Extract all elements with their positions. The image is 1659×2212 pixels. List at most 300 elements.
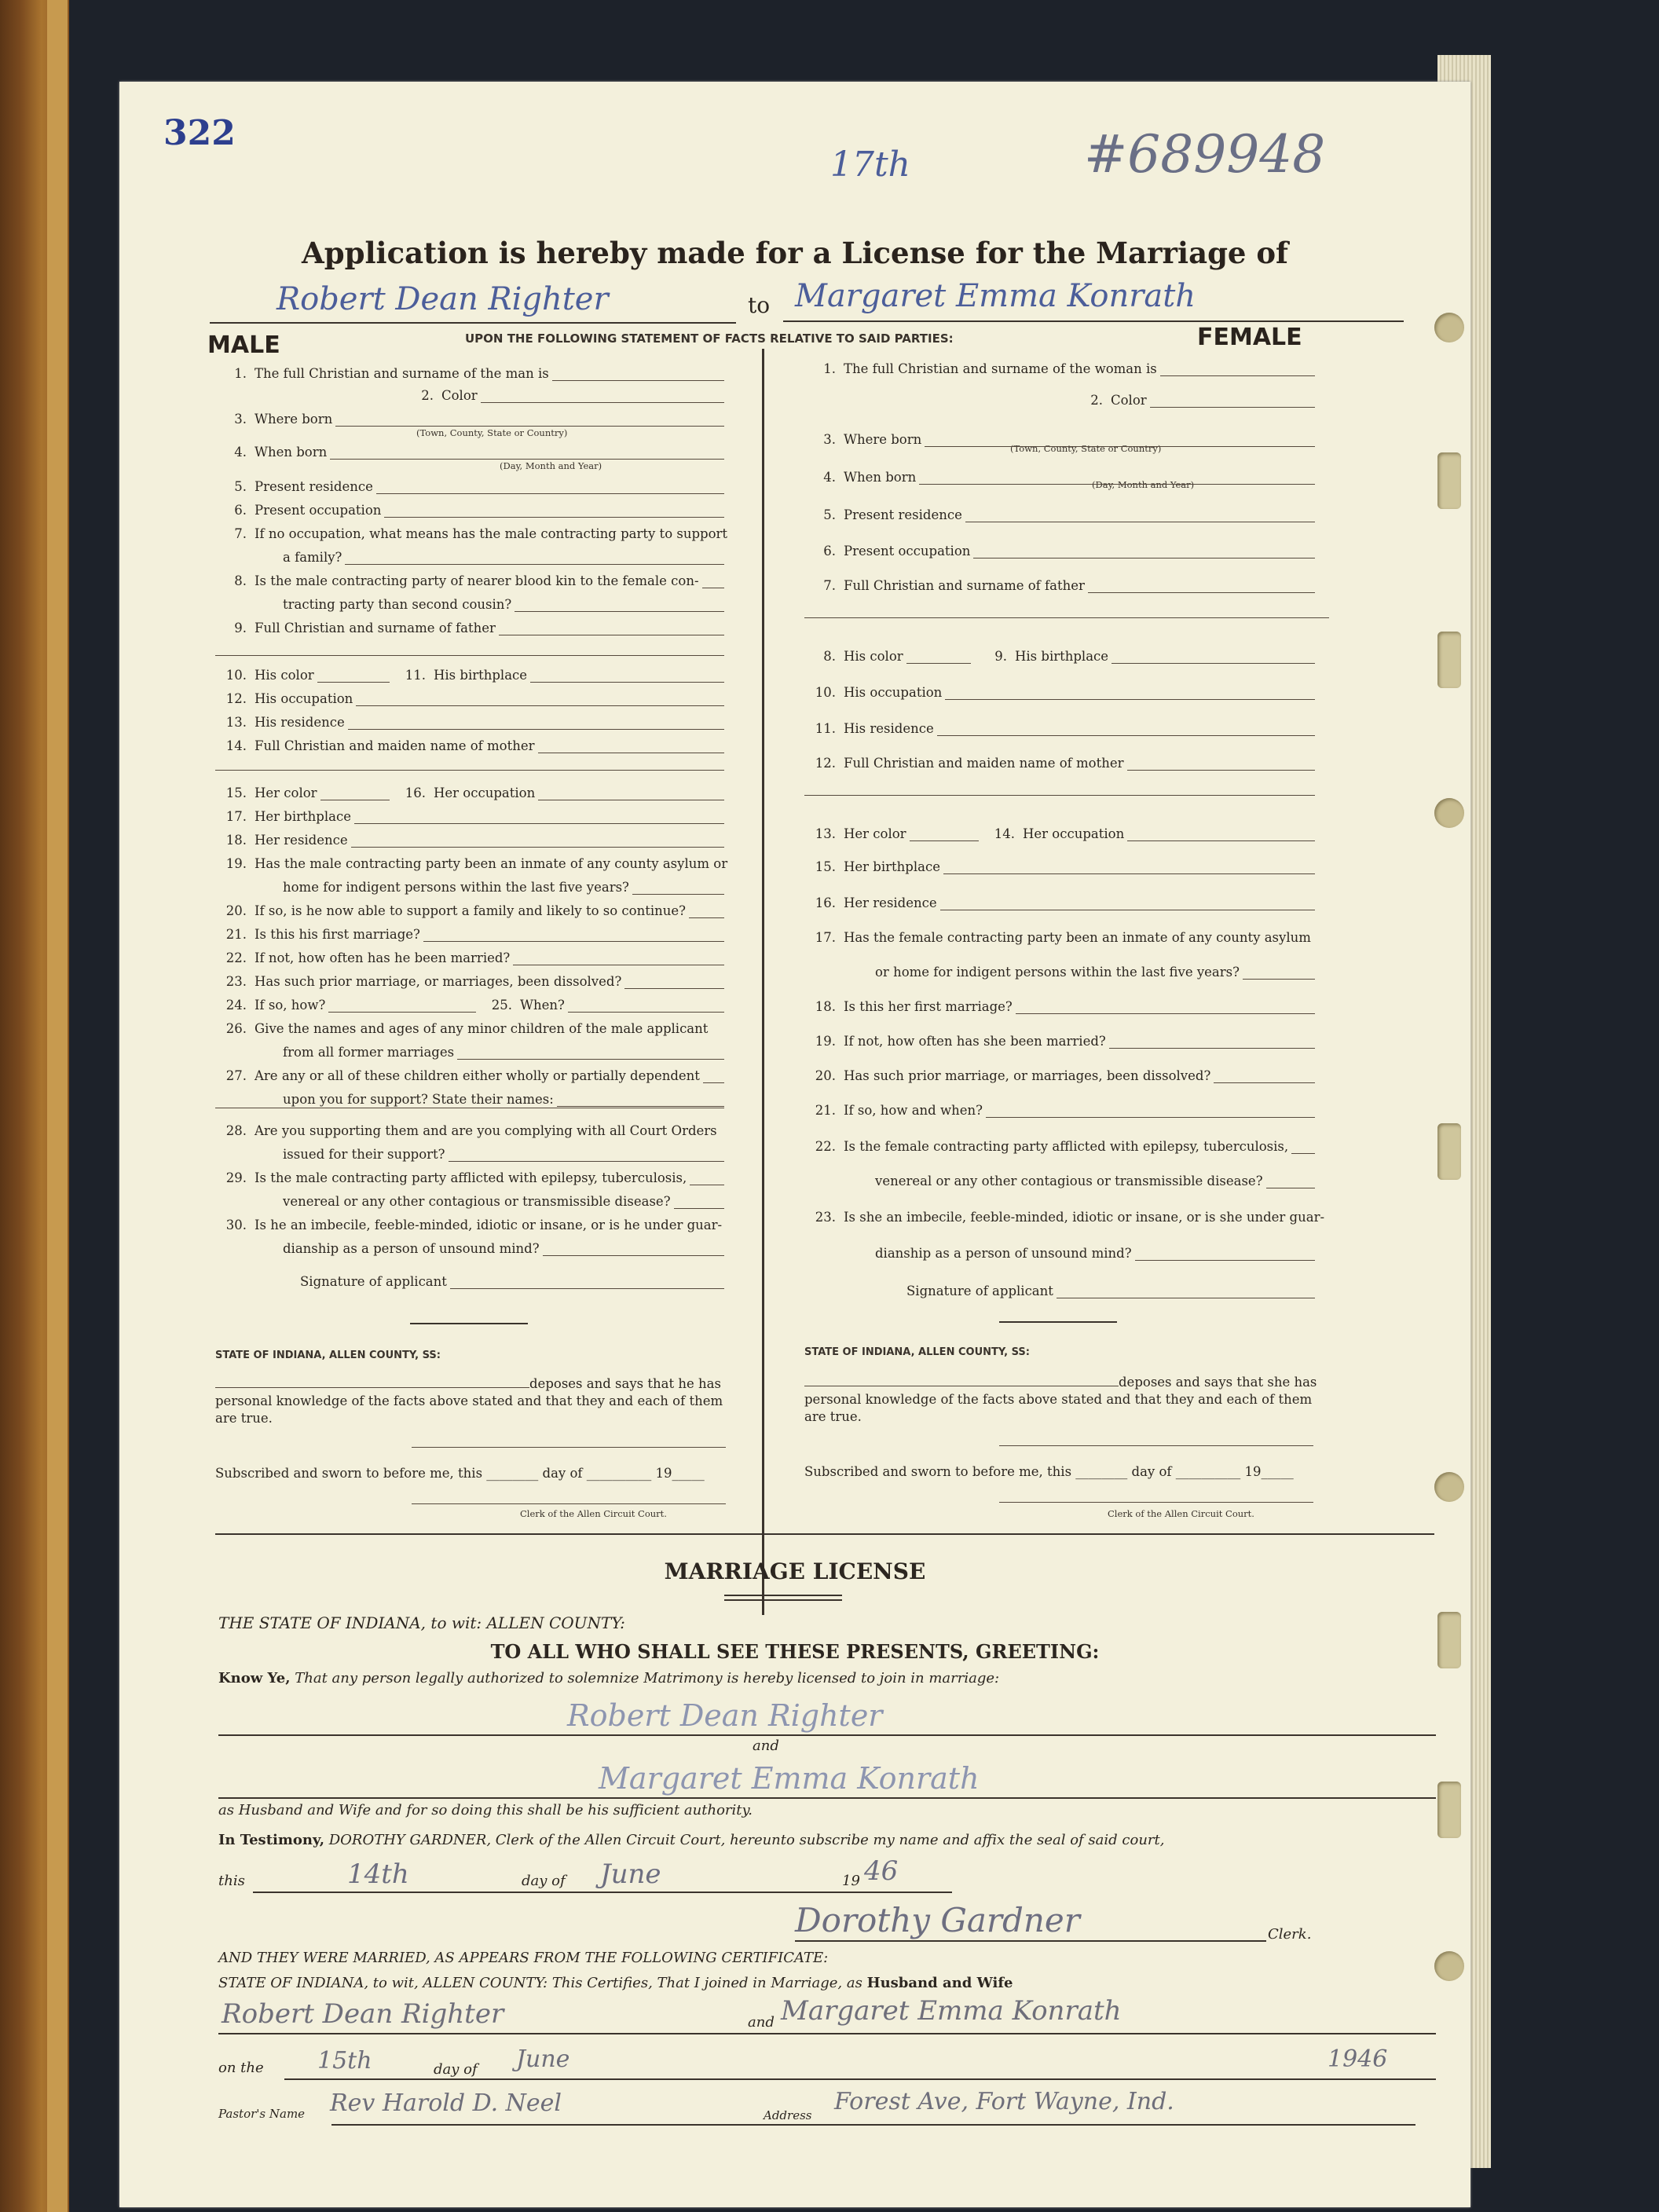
male-field-12 (215, 668, 314, 683)
license-testimony: In Testimony, DOROTHY GARDNER, Clerk of the Allen Circuit Court, hereunto subscribe my name and affix the seal of said court, (218, 1832, 1165, 1848)
female-answer-line (1111, 663, 1315, 664)
male-field-number: 1. (234, 366, 247, 381)
female-field-27 (867, 1284, 1053, 1298)
male-field-label: Full Christian and maiden name of mother (255, 738, 535, 753)
male-answer-line (457, 1059, 724, 1060)
male-field-35 (215, 1170, 687, 1185)
female-field-number: 11. (815, 721, 836, 736)
female-field-number: 10. (815, 685, 836, 700)
binder-slot (1437, 452, 1461, 509)
female-field-2 (1071, 393, 1147, 408)
male-field-18 (394, 786, 535, 800)
male-field-label: Present occupation (255, 503, 382, 518)
female-field-number: 20. (815, 1068, 836, 1083)
female-answer-line (925, 446, 1315, 447)
license-day-of: day of (522, 1873, 566, 1889)
male-field-24 (215, 927, 420, 942)
male-field-label: If no occupation, what means has the male contracting party to support (255, 526, 728, 541)
binder-hole (1434, 313, 1464, 342)
binder-slot (1437, 1782, 1461, 1838)
male-field-label: Is he an imbecile, feeble-minded, idiotic or insane, or is he under guar- (255, 1218, 723, 1232)
female-field-number: 8. (823, 649, 836, 664)
male-field-14 (215, 691, 353, 706)
male-field-number: 25. (491, 998, 512, 1013)
female-field-label: Present occupation (844, 544, 971, 558)
binder-slot (1437, 1123, 1461, 1180)
female-field-4 (804, 470, 916, 485)
female-field-number: 23. (815, 1210, 836, 1225)
female-answer-line (1160, 375, 1315, 376)
record-number: #689948 (1084, 124, 1326, 185)
male-field-label: dianship as a person of unsound mind? (283, 1241, 540, 1256)
female-field-number: 1. (823, 361, 836, 376)
female-field-label: Her birthplace (844, 859, 940, 874)
male-field-30 (244, 1045, 454, 1060)
male-field-33 (215, 1123, 717, 1138)
license-bride: Margaret Emma Konrath (599, 1761, 980, 1796)
male-field-13 (394, 668, 527, 683)
male-field-number: 10. (225, 668, 247, 683)
female-field-17 (804, 930, 1311, 945)
column-divider (762, 349, 764, 1615)
female-field-label: Present residence (844, 507, 962, 522)
certificate-bride: Margaret Emma Konrath (781, 1995, 1122, 2027)
male-field-17 (215, 786, 317, 800)
female-answer-line (937, 735, 1315, 736)
male-field-number: 14. (225, 738, 247, 753)
male-field-number: 21. (225, 927, 247, 942)
male-answer-line (354, 823, 724, 824)
male-field-label: from all former marriages (283, 1045, 455, 1060)
female-field-label: Where born (844, 432, 922, 447)
male-answer-line (317, 682, 390, 683)
female-field-9 (976, 649, 1108, 664)
license-state-line: THE STATE OF INDIANA, to wit: ALLEN COUNTY: (218, 1613, 625, 1632)
male-field-8 (244, 550, 342, 565)
female-field-number: 21. (815, 1103, 836, 1118)
to-word: to (748, 292, 771, 318)
male-field-label: When born (255, 445, 328, 460)
certificate-year: 1946 (1328, 2045, 1388, 2073)
male-field-number: 20. (225, 903, 247, 918)
female-field-label: His residence (844, 721, 934, 736)
male-field-number: 16. (405, 786, 426, 800)
male-field-11 (215, 621, 496, 635)
male-field-number: 24. (225, 998, 247, 1013)
male-field-7 (215, 526, 727, 541)
female-field-10 (804, 685, 942, 700)
female-field-label: The full Christian and surname of the woman is (844, 361, 1157, 376)
male-field-label: Her residence (255, 833, 348, 848)
female-field-label: Full Christian and maiden name of mother (844, 756, 1124, 771)
male-blank-line (215, 655, 724, 656)
female-field-number: 16. (815, 895, 836, 910)
male-field-4 (215, 445, 327, 460)
certificate-groom: Robert Dean Righter (222, 1998, 504, 2030)
female-field-label: If so, how and when? (844, 1103, 983, 1118)
female-answer-line (1127, 770, 1316, 771)
license-month-value: June (600, 1859, 661, 1890)
female-answer-line (1214, 1082, 1315, 1083)
male-field-22 (244, 880, 629, 895)
male-field-number: 23. (225, 974, 247, 989)
male-clerk-caption: Clerk of the Allen Circuit Court. (520, 1508, 667, 1519)
female-field-20 (804, 1034, 1106, 1049)
male-field-label: Give the names and ages of any minor children of the male applicant (255, 1021, 709, 1036)
female-answer-line (919, 484, 1315, 485)
license-groom: Robert Dean Righter (567, 1698, 883, 1733)
female-field-label: Is she an imbecile, feeble-minded, idiotic or insane, or is she under guar- (844, 1210, 1325, 1225)
male-field-number: 17. (225, 809, 247, 824)
female-field-23 (804, 1139, 1288, 1154)
male-answer-line (552, 380, 724, 381)
female-field-label: Has such prior marriage, or marriages, been dissolved? (844, 1068, 1211, 1083)
female-field-number: 15. (815, 859, 836, 874)
male-answer-line (449, 1161, 724, 1162)
male-answer-line (348, 729, 724, 730)
license-this: this (218, 1873, 245, 1889)
male-field-31 (215, 1068, 700, 1083)
clerk-label: Clerk. (1268, 1926, 1312, 1943)
male-field-number: 27. (225, 1068, 247, 1083)
male-field-number: 22. (225, 950, 247, 965)
male-field-3 (215, 412, 332, 427)
male-field-label: Are you supporting them and are you complying with all Court Orders (255, 1123, 717, 1138)
male-field-32 (244, 1092, 554, 1107)
male-field-number: 28. (225, 1123, 247, 1138)
female-field-6 (804, 544, 970, 558)
license-and: and (753, 1738, 779, 1754)
male-field-25 (215, 950, 510, 965)
certificate-day: 15th (317, 2047, 372, 2075)
female-field-number: 5. (823, 507, 836, 522)
binder-slot (1437, 1612, 1461, 1668)
male-field-label: Is this his first marriage? (255, 927, 420, 942)
male-field-number: 12. (225, 691, 247, 706)
address-label: Address (764, 2108, 812, 2122)
male-field-label: If so, how? (255, 998, 326, 1013)
female-affidavit-true: are true. (804, 1409, 862, 1424)
address-value: Forest Ave, Fort Wayne, Ind. (834, 2088, 1174, 2115)
male-field-20 (215, 833, 348, 848)
male-blank-line (215, 770, 724, 771)
male-field-label: Present residence (255, 479, 373, 494)
male-answer-line (423, 941, 724, 942)
female-blank-line (804, 795, 1315, 796)
male-answer-line (530, 682, 724, 683)
male-field-number: 15. (225, 786, 247, 800)
male-field-number: 8. (234, 573, 247, 588)
male-answer-line (376, 493, 724, 494)
male-field-23 (215, 903, 686, 918)
female-affidavit-deposes: deposes and says that she has (1119, 1375, 1317, 1390)
male-field-label: Her color (255, 786, 317, 800)
male-field-number: 30. (225, 1218, 247, 1232)
male-field-number: 2. (421, 388, 434, 403)
certificate-and: and (748, 2014, 775, 2031)
male-field-number: 26. (225, 1021, 247, 1036)
male-field-label: If not, how often has he been married? (255, 950, 511, 965)
male-field-1 (215, 366, 549, 381)
female-answer-line (1291, 1153, 1315, 1154)
male-field-label: a family? (283, 550, 342, 565)
female-answer-line (986, 1117, 1315, 1118)
male-field-15 (215, 715, 345, 730)
male-field-label: Her birthplace (255, 809, 351, 824)
male-field-34 (244, 1147, 445, 1162)
female-field-label: Her residence (844, 895, 937, 910)
male-field-label: His residence (255, 715, 345, 730)
female-field-number: 22. (815, 1139, 836, 1154)
female-answer-line (1135, 1260, 1315, 1261)
certificate-month: June (516, 2045, 570, 2073)
male-born-place-subscript: (Town, County, State or Country) (416, 427, 568, 438)
male-affidavit-knowledge: personal knowledge of the facts above stated and that they and each of them (215, 1393, 723, 1408)
male-affidavit-deposes: deposes and says that he has (529, 1376, 721, 1391)
male-field-label: If so, is he now able to support a family and likely to so continue? (255, 903, 686, 918)
female-answer-line (1016, 1013, 1315, 1014)
female-answer-line (1088, 592, 1315, 593)
male-answer-line (674, 1208, 724, 1209)
female-field-label: His color (844, 649, 903, 664)
male-field-number: 3. (234, 412, 247, 427)
application-title: Application is hereby made for a License for the Marriage of (302, 236, 1288, 270)
male-answer-line (328, 1012, 476, 1013)
male-field-36 (244, 1194, 671, 1209)
female-born-place-subscript: (Town, County, State or Country) (1010, 443, 1162, 454)
male-answer-line (689, 917, 724, 918)
male-field-number: 7. (234, 526, 247, 541)
male-field-number: 9. (234, 621, 247, 635)
female-clerk-caption: Clerk of the Allen Circuit Court. (1108, 1508, 1254, 1519)
female-field-18 (836, 965, 1240, 980)
male-born-date-subscript: (Day, Month and Year) (500, 460, 602, 471)
binder-hole (1434, 1472, 1464, 1502)
female-label: FEMALE (1197, 324, 1302, 351)
female-blank-line (804, 617, 1329, 618)
male-field-6 (215, 503, 381, 518)
male-field-label: Is the male contracting party of nearer blood kin to the female con- (255, 573, 699, 588)
male-field-26 (215, 974, 621, 989)
female-field-13 (804, 826, 906, 841)
male-field-29 (215, 1021, 708, 1036)
male-answer-line (632, 894, 724, 895)
male-affidavit-true: are true. (215, 1411, 273, 1426)
male-field-label: Has the male contracting party been an inmate of any county asylum or (255, 856, 728, 871)
license-heading: MARRIAGE LICENSE (664, 1558, 926, 1584)
document-page (119, 82, 1470, 2207)
female-field-label: When born (844, 470, 917, 485)
female-answer-line (910, 840, 979, 841)
male-field-37 (215, 1218, 722, 1232)
male-label: MALE (207, 331, 280, 359)
male-answer-line (481, 402, 724, 403)
female-field-number: 2. (1090, 393, 1103, 408)
male-answer-line (543, 1255, 724, 1256)
female-field-19 (804, 999, 1013, 1014)
female-field-label: dianship as a person of unsound mind? (875, 1246, 1132, 1261)
male-field-label: Has such prior marriage, or marriages, been dissolved? (255, 974, 622, 989)
male-field-label: The full Christian and surname of the man is (255, 366, 549, 381)
female-field-12 (804, 756, 1124, 771)
male-field-number: 29. (225, 1170, 247, 1185)
male-field-number: 6. (234, 503, 247, 518)
binder-slot (1437, 632, 1461, 688)
female-field-21 (804, 1068, 1210, 1083)
male-sworn-line: Subscribed and sworn to before me, this ________ day of __________ 19_____ (215, 1466, 705, 1481)
statement-header: UPON THE FOLLOWING STATEMENT OF FACTS RELATIVE TO SAID PARTIES: (465, 331, 954, 346)
female-field-label: Her color (844, 826, 906, 841)
male-field-21 (215, 856, 727, 871)
female-field-7 (804, 578, 1085, 593)
female-answer-line (1150, 407, 1315, 408)
male-answer-line (450, 1288, 724, 1289)
female-answer-line (1243, 979, 1315, 980)
female-field-number: 17. (815, 930, 836, 945)
page-number: 322 (163, 113, 236, 153)
female-field-number: 19. (815, 1034, 836, 1049)
male-field-number: 19. (225, 856, 247, 871)
female-field-number: 9. (994, 649, 1007, 664)
female-field-number: 4. (823, 470, 836, 485)
male-answer-line (384, 517, 724, 518)
female-answer-line (1109, 1048, 1315, 1049)
male-answer-line (335, 426, 724, 427)
female-field-number: 7. (823, 578, 836, 593)
certificate-day-of: day of (434, 2061, 478, 2078)
male-answer-line (515, 611, 724, 612)
male-field-27 (215, 998, 325, 1013)
male-field-28 (481, 998, 565, 1013)
male-field-number: 5. (234, 479, 247, 494)
female-answer-line (943, 873, 1315, 874)
female-affidavit-state: STATE OF INDIANA, ALLEN COUNTY, SS: (804, 1346, 1030, 1358)
male-answer-line (351, 847, 724, 848)
groom-name: Robert Dean Righter (276, 281, 609, 317)
male-answer-line (624, 988, 724, 989)
male-field-5 (215, 479, 373, 494)
binder-hole (1434, 798, 1464, 828)
female-field-1 (804, 361, 1157, 376)
male-field-label: His birthplace (434, 668, 528, 683)
male-field-19 (215, 809, 351, 824)
male-field-label: venereal or any other contagious or transmissible disease? (283, 1194, 671, 1209)
clerk-signature: Dorothy Gardner (795, 1901, 1080, 1939)
male-answer-line (703, 1082, 724, 1083)
female-field-8 (804, 649, 903, 664)
day-note: 17th (830, 145, 911, 185)
male-field-number: 4. (234, 445, 247, 460)
pastor-label: Pastor's Name (218, 2107, 306, 2121)
male-field-label: His occupation (255, 691, 353, 706)
binder-hole (1434, 1951, 1464, 1981)
bride-name: Margaret Emma Konrath (795, 278, 1196, 314)
female-field-15 (804, 859, 940, 874)
male-answer-line (356, 705, 724, 706)
female-field-number: 12. (815, 756, 836, 771)
male-field-10 (244, 597, 511, 612)
female-field-label: His birthplace (1015, 649, 1109, 664)
female-field-3 (804, 432, 921, 447)
male-field-9 (215, 573, 699, 588)
female-field-number: 6. (823, 544, 836, 558)
female-field-24 (836, 1174, 1263, 1188)
certificate-heading: AND THEY WERE MARRIED, AS APPEARS FROM THE FOLLOWING CERTIFICATE: (218, 1950, 829, 1966)
female-field-label: Is this her first marriage? (844, 999, 1013, 1014)
male-field-39 (261, 1274, 447, 1289)
male-answer-line (557, 1106, 724, 1107)
female-field-label: Full Christian and surname of father (844, 578, 1085, 593)
male-field-label: home for indigent persons within the last five years? (283, 880, 629, 895)
female-field-11 (804, 721, 934, 736)
male-field-label: Are any or all of these children either wholly or partially dependent (255, 1068, 700, 1083)
male-field-label: Full Christian and surname of father (255, 621, 496, 635)
male-affidavit-state: STATE OF INDIANA, ALLEN COUNTY, SS: (215, 1350, 441, 1361)
female-field-22 (804, 1103, 983, 1118)
male-answer-line (330, 459, 724, 460)
male-field-38 (244, 1241, 540, 1256)
license-husband-wife: as Husband and Wife and for so doing this shall be his sufficient authority. (218, 1802, 753, 1818)
male-field-label: Is the male contracting party afflicted with epilepsy, tuberculosis, (255, 1170, 687, 1185)
male-field-number: 11. (405, 668, 426, 683)
certificate-on-the: on the (218, 2060, 264, 2076)
female-field-label: His occupation (844, 685, 943, 700)
male-field-label: When? (520, 998, 565, 1013)
certificate-line: STATE OF INDIANA, to wit, ALLEN COUNTY: This Certifies, That I joined in Marriage, as Husband and Wife (218, 1975, 1013, 1991)
male-field-label: Signature of applicant (300, 1274, 447, 1289)
pastor-value: Rev Harold D. Neel (330, 2089, 562, 2117)
male-field-number: 13. (225, 715, 247, 730)
female-field-number: 3. (823, 432, 836, 447)
license-know-ye: Know Ye, That any person legally authorized to solemnize Matrimony is hereby licensed to join in marriage: (218, 1670, 1000, 1686)
male-field-number: 18. (225, 833, 247, 848)
female-answer-line (906, 663, 971, 664)
license-greeting: TO ALL WHO SHALL SEE THESE PRESENTS, GREETING: (490, 1640, 1100, 1663)
male-field-label: upon you for support? State their names: (283, 1092, 554, 1107)
male-field-label: His color (255, 668, 314, 683)
female-field-number: 14. (994, 826, 1015, 841)
female-field-label: or home for indigent persons within the last five years? (875, 965, 1240, 980)
female-field-26 (836, 1246, 1132, 1261)
male-field-label: Color (441, 388, 478, 403)
female-field-label: Has the female contracting party been an inmate of any county asylum (844, 930, 1311, 945)
female-field-14 (983, 826, 1124, 841)
male-field-label: Her occupation (434, 786, 536, 800)
female-field-number: 18. (815, 999, 836, 1014)
female-field-16 (804, 895, 937, 910)
male-answer-line (568, 1012, 724, 1013)
male-field-label: issued for their support? (283, 1147, 445, 1162)
female-born-date-subscript: (Day, Month and Year) (1092, 479, 1195, 490)
female-field-label: Her occupation (1023, 826, 1125, 841)
female-field-5 (804, 507, 962, 522)
female-field-number: 13. (815, 826, 836, 841)
license-year-value: 46 (864, 1855, 899, 1887)
license-year-prefix: 19 (842, 1873, 860, 1889)
male-field-label: Where born (255, 412, 333, 427)
female-field-label: Color (1111, 393, 1147, 408)
female-answer-line (945, 699, 1315, 700)
female-field-label: Signature of applicant (906, 1284, 1053, 1298)
female-sworn-line: Subscribed and sworn to before me, this ________ day of __________ 19_____ (804, 1464, 1294, 1479)
license-day-value: 14th (347, 1859, 409, 1890)
male-field-label: tracting party than second cousin? (283, 597, 512, 612)
female-affidavit-knowledge: personal knowledge of the facts above stated and that they and each of them (804, 1392, 1313, 1407)
male-field-2 (402, 388, 478, 403)
female-field-label: Is the female contracting party afflicted with epilepsy, tuberculosis, (844, 1139, 1289, 1154)
female-field-label: venereal or any other contagious or transmissible disease? (875, 1174, 1263, 1188)
male-answer-line (345, 564, 724, 565)
